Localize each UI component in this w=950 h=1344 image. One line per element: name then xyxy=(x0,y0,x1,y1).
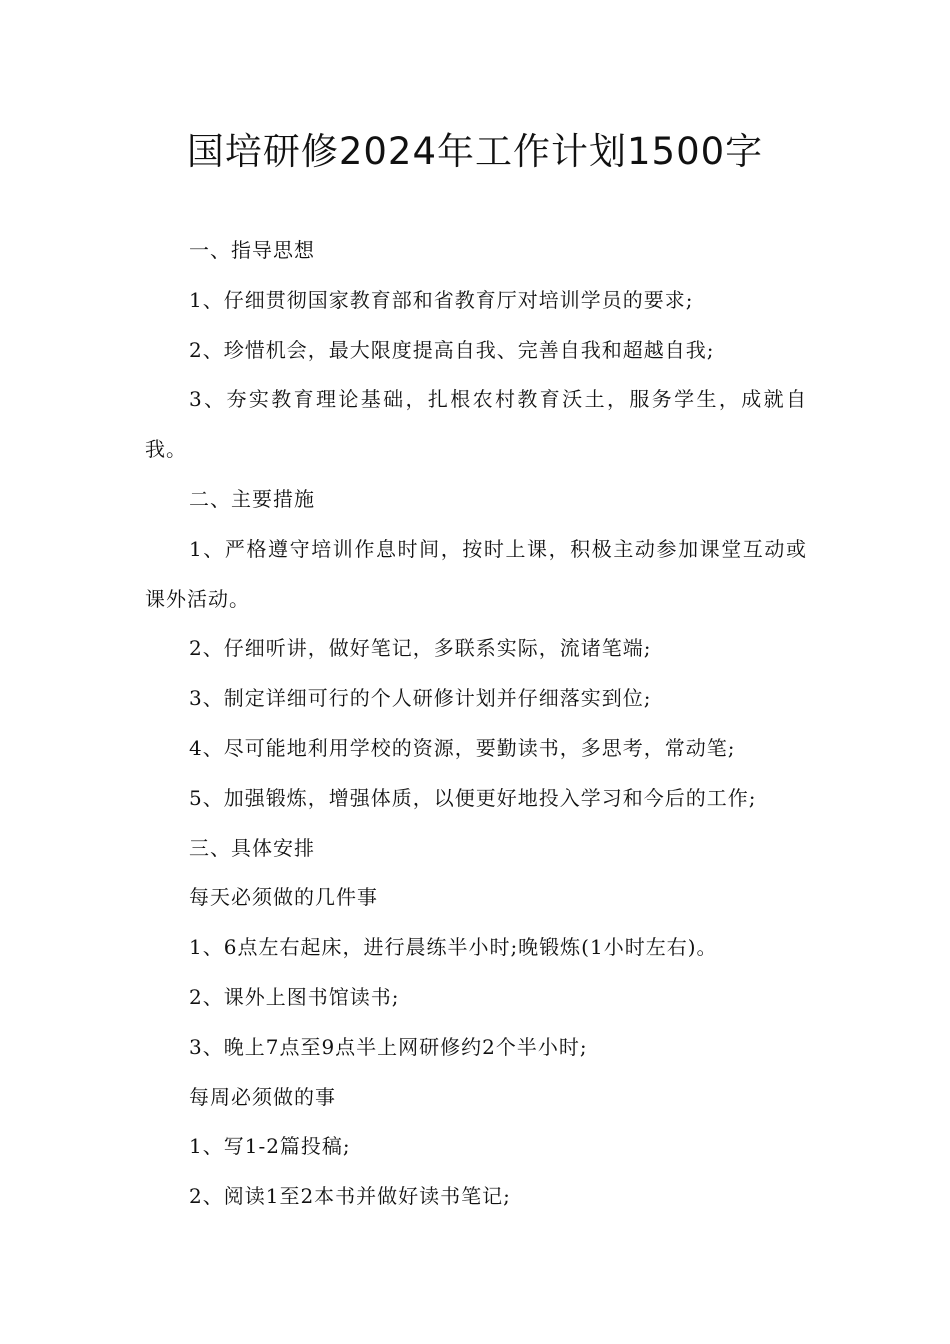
paragraph: 1、仔细贯彻国家教育部和省教育厅对培训学员的要求; xyxy=(189,287,694,312)
document-title: 国培研修2024年工作计划1500字 xyxy=(186,130,764,173)
paragraph: 2、仔细听讲，做好笔记，多联系实际，流诸笔端; xyxy=(189,636,652,661)
paragraph: 3、夯实教育理论基础，扎根农村教育沃土，服务学生，成就自我。 xyxy=(145,387,807,462)
paragraph: 4、尽可能地利用学校的资源，要勤读书，多思考，常动笔; xyxy=(189,735,736,760)
paragraph: 5、加强锻炼，增强体质，以便更好地投入学习和今后的工作; xyxy=(189,785,757,810)
paragraph: 1、严格遵守培训作息时间，按时上课，积极主动参加课堂互动或课外活动。 xyxy=(145,536,807,611)
paragraph: 2、课外上图书馆读书; xyxy=(189,984,400,1009)
subheading-weekly-tasks: 每周必须做的事 xyxy=(189,1084,336,1109)
section-heading-specific-arrangements: 三、具体安排 xyxy=(189,835,315,860)
document-body xyxy=(145,226,807,1222)
paragraph: 1、写1-2篇投稿; xyxy=(189,1134,351,1159)
paragraph: 2、阅读1至2本书并做好读书笔记; xyxy=(189,1184,511,1209)
paragraph: 3、晚上7点至9点半上网研修约2个半小时; xyxy=(189,1034,588,1059)
subheading-daily-tasks: 每天必须做的几件事 xyxy=(189,885,378,910)
paragraph: 1、6点左右起床，进行晨练半小时;晚锻炼(1小时左右)。 xyxy=(189,935,718,960)
section-heading-guiding-ideology: 一、指导思想 xyxy=(189,238,315,262)
section-heading-main-measures: 二、主要措施 xyxy=(189,486,315,511)
paragraph: 3、制定详细可行的个人研修计划并仔细落实到位; xyxy=(189,686,652,711)
paragraph: 2、珍惜机会，最大限度提高自我、完善自我和超越自我; xyxy=(189,337,715,362)
